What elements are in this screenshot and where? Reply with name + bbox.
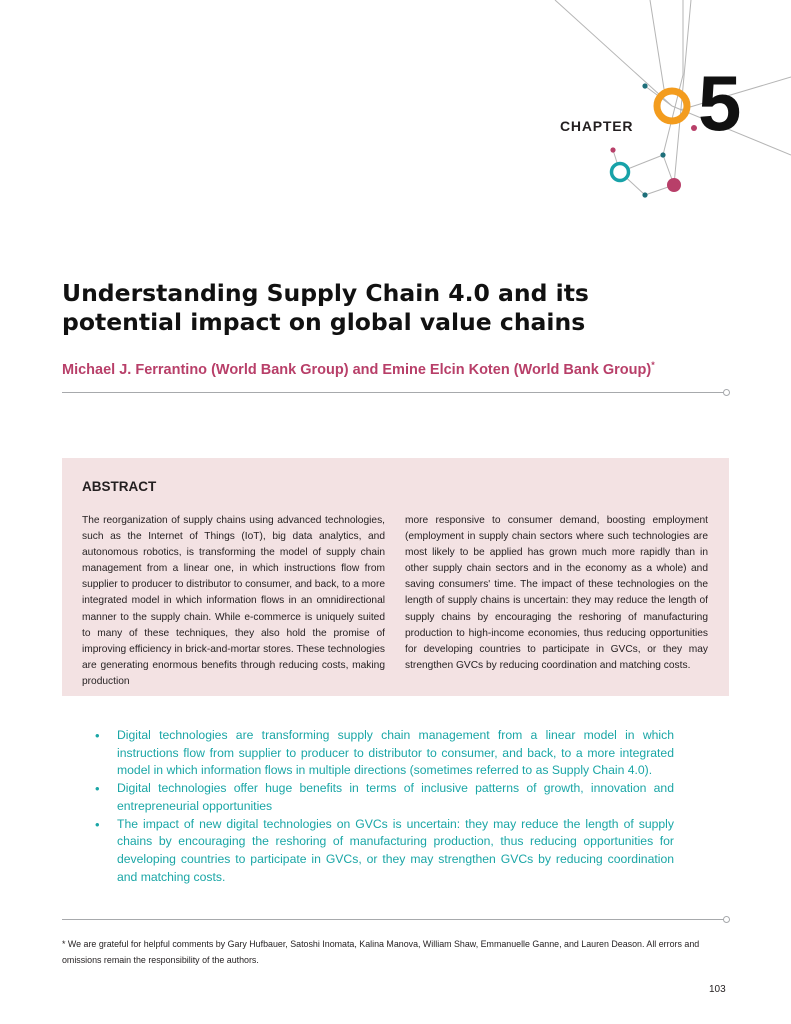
- bullet-icon: •: [95, 781, 100, 797]
- abstract-column-right: more responsive to consumer demand, boosting employment (employment in supply chain sectors where such technologies are most likely to be applied has grown much more rapidly than in other supply chain sectors and in the economy as a whole) and saving consumers' time. The impact of these technologies on the length of supply chains is uncertain: they may reduce the length of supply chains by encouraging the reshoring of manufacturing production to high-income economies, thus reducing opportunities for developing countries to participate in GVCs, or they may strengthen GVCs by reducing coordination and matching costs.: [405, 515, 708, 671]
- authors-line: [62, 360, 655, 378]
- abstract-heading: ABSTRACT: [82, 479, 157, 494]
- chapter-label: CHAPTER: [560, 118, 634, 134]
- divider-rule-top: [62, 392, 724, 393]
- small-dot-icon: [691, 125, 697, 131]
- small-dot-icon: [642, 192, 647, 197]
- paper-title: Understanding Supply Chain 4.0 and its potential impact on global value chains: [62, 279, 589, 336]
- small-dot-icon: [642, 83, 647, 88]
- page-number: 103: [709, 984, 726, 995]
- footnote: * We are grateful for helpful comments by Gary Hufbauer, Satoshi Inomata, Kalina Manova, William Shaw, Emmanuelle Ganne, and Lauren Deason. All errors and omissions remain the responsibility of the authors.: [62, 939, 700, 965]
- abstract-box: [62, 458, 729, 696]
- key-point-text: Digital technologies are transforming supply chain management from a linear model in which instructions flow from supplier to producer to distributor to consumer, and back, to a more integrated model in which information flows in multiple directions (sometimes referred to as Supply Chain 4.0).: [117, 728, 674, 778]
- key-point-item: [62, 727, 674, 780]
- abstract-column-left: The reorganization of supply chains using advanced technologies, such as the Internet of Things (IoT), big data analytics, and autonomous robotics, is transforming the model of supply chain management from a linear one, in which instructions flow from supplier to producer to distributor to consumer, and back, to a more integrated model in which information flows in an omnidirectional manner to the supply chain. While e-commerce is uniquely suited to many of these techniques, they also hold the promise of improving efficiency in brick-and-mortar stores. These technologies are generating enormous benefits through reducing costs, making production: [82, 515, 385, 687]
- small-dot-icon: [610, 147, 615, 152]
- teal-ring-icon: [612, 164, 629, 181]
- chapter-network-graphic: [0, 0, 791, 240]
- key-points-list: [62, 727, 674, 886]
- small-dot-icon: [660, 152, 665, 157]
- key-point-item: [62, 780, 674, 815]
- rule-end-circle-icon: [723, 916, 730, 923]
- rule-end-circle-icon: [723, 389, 730, 396]
- divider-rule-bottom: [62, 919, 724, 920]
- key-point-text: Digital technologies offer huge benefits in terms of inclusive patterns of growth, innovation and entrepreneurial opportunities: [117, 781, 674, 813]
- bullet-icon: •: [95, 816, 100, 832]
- key-point-item: [62, 816, 674, 887]
- magenta-dot-icon: [667, 178, 681, 192]
- authors-text: Michael J. Ferrantino (World Bank Group) and Emine Elcin Koten (World Bank Group): [62, 361, 652, 378]
- bullet-icon: •: [95, 728, 100, 743]
- footnote-mark: *: [651, 360, 655, 370]
- chapter-number: 5: [698, 59, 742, 147]
- key-point-text: The impact of new digital technologies on GVCs is uncertain: they may reduce the length of supply chains by encouraging the reshoring of manufacturing production, thus reducing opportunities for developing countries to participate in GVCs, or they may strengthen GVCs by reducing coordination and matching costs.: [117, 816, 674, 884]
